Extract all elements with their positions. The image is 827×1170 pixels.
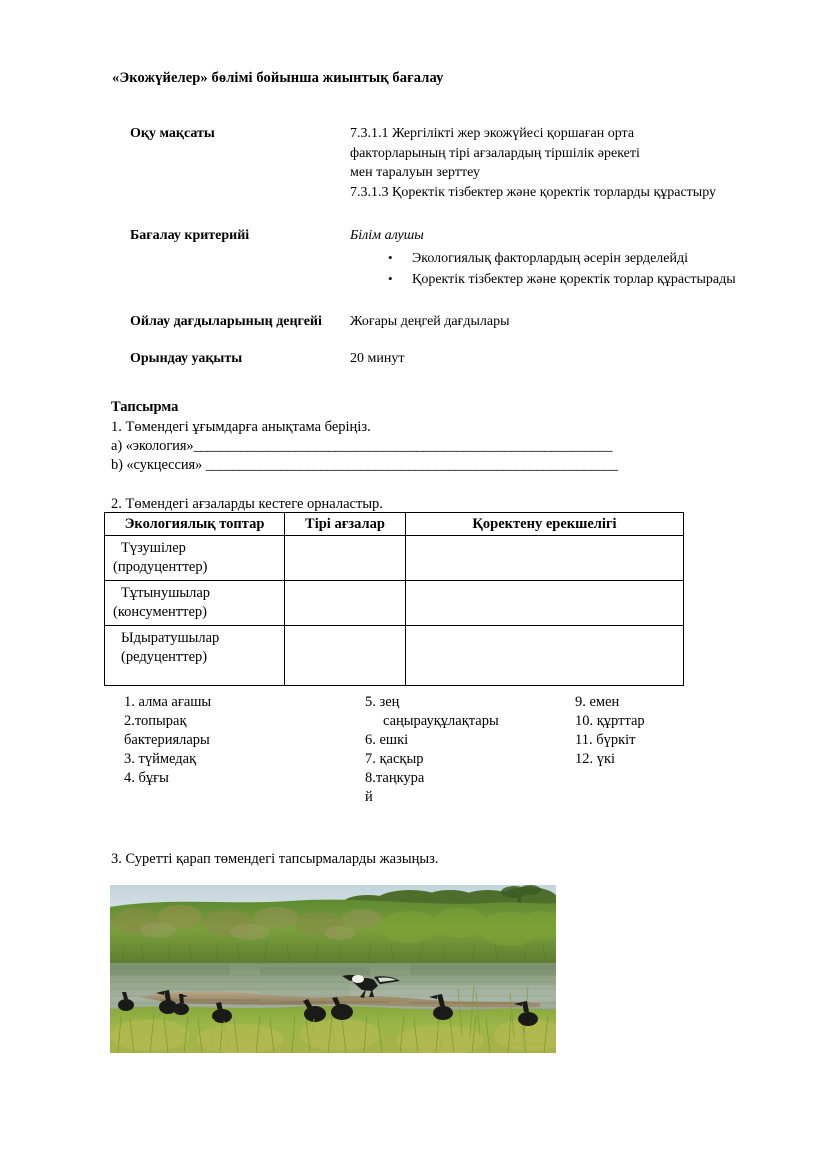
organism-item: 4. бұғы <box>124 770 169 786</box>
group-line-1: Ыдыратушылар <box>121 630 220 646</box>
organism-item: й <box>365 789 373 805</box>
table-cell-feeding[interactable] <box>406 626 684 686</box>
info-spacer-1 <box>130 202 810 226</box>
info-label-duration: Орындау уақыты <box>130 351 243 366</box>
ecological-groups-table <box>104 512 684 686</box>
info-value-objective <box>350 124 810 202</box>
info-row-objective <box>130 124 810 202</box>
table-cell-group <box>105 581 285 626</box>
organism-column-1 <box>124 693 274 788</box>
info-row-thinking-level <box>130 312 810 332</box>
criteria-item: • Экологиялық факторлардың әсерін зерделейді <box>350 248 810 269</box>
task-1-a-label: a) «экология» <box>111 438 194 454</box>
table-header-cell-organisms: Тірі ағзалар <box>285 513 406 536</box>
group-line-2: (продуценттер) <box>113 559 208 575</box>
organism-item: 11. бүркіт <box>575 732 636 748</box>
organism-item: 9. емен <box>575 694 620 710</box>
group-line-1: Тұтынушылар <box>121 585 211 601</box>
task-3-prompt: 3. Суретті қарап төмендегі тапсырмаларды жазыңыз. <box>111 851 439 867</box>
organism-item: бактериялары <box>124 732 210 748</box>
info-value-thinking-level: Жоғары деңгей дағдылары <box>350 313 510 329</box>
organism-item: 8.таңкура <box>365 770 425 786</box>
criteria-intro: Білім алушы <box>350 228 424 243</box>
organism-item: 3. түймедақ <box>124 751 197 767</box>
objective-line-2: факторларының тірі ағзалардың тіршілік әрекеті <box>350 145 640 161</box>
organism-item: 1. алма ағашы <box>124 694 212 710</box>
info-value-duration: 20 минут <box>350 351 405 366</box>
info-spacer-2 <box>130 290 810 312</box>
criteria-item: • Қоректік тізбектер және қоректік торлар құрастырады <box>350 269 810 290</box>
table-cell-feeding[interactable] <box>406 536 684 581</box>
table-cell-group <box>105 626 285 686</box>
organism-column-3 <box>575 693 725 769</box>
task-1-a-blank[interactable]: ______________________________________________________________ <box>193 438 613 454</box>
group-line-2: (консументтер) <box>113 604 208 620</box>
table-cell-organisms[interactable] <box>285 536 406 581</box>
table-cell-organisms[interactable] <box>285 581 406 626</box>
organism-item: 7. қасқыр <box>365 751 424 767</box>
task-1-prompt: 1. Төмендегі ұғымдарға анықтама беріңіз. <box>111 419 371 435</box>
wetland-photo-graphic <box>110 885 556 1053</box>
table-cell-feeding[interactable] <box>406 581 684 626</box>
organism-item: 10. құрттар <box>575 713 645 729</box>
tasks-heading: Тапсырма <box>111 399 179 415</box>
organism-item: 5. зең <box>365 694 400 710</box>
organism-item: 12. үкі <box>575 751 616 767</box>
table-row <box>105 581 684 626</box>
info-row-criteria <box>130 226 810 290</box>
organism-item: 2.топырақ <box>124 713 187 729</box>
info-value-criteria <box>350 226 810 290</box>
info-spacer-3 <box>130 331 810 349</box>
info-label-criteria: Бағалау критерийі <box>130 228 250 243</box>
group-line-1: Түзушілер <box>121 540 186 556</box>
organism-column-2 <box>365 693 535 807</box>
table-cell-group <box>105 536 285 581</box>
task-1-answer-b <box>111 457 617 474</box>
table-header-row <box>105 513 684 536</box>
thinking-label-line-1: Ойлау дағдыларының <box>130 313 273 329</box>
objective-line-3: мен таралуын зерттеу <box>350 165 480 180</box>
task-2-prompt: 2. Төмендегі ағзаларды кестеге орналастыр. <box>111 496 383 512</box>
wetland-ecosystem-photo <box>110 885 556 1053</box>
group-line-2: (редуценттер) <box>121 649 208 665</box>
info-label-thinking-level <box>130 312 350 331</box>
criteria-list <box>350 248 810 290</box>
organism-item: саңырауқұлақтары <box>383 713 499 729</box>
task-1-b-label: b) «сукцессия» <box>111 457 206 473</box>
task-1-b-blank[interactable]: _____________________________________________________________ <box>205 457 618 473</box>
table-header-cell-groups: Экологиялық топтар <box>105 513 285 536</box>
task-1-answer-a <box>111 438 612 455</box>
assessment-info-block <box>130 124 810 369</box>
objective-line-1: 7.3.1.1 Жергілікті жер экожүйесі қоршаған орта <box>350 126 635 141</box>
info-row-duration <box>130 349 810 369</box>
thinking-label-line-2: деңгейі <box>276 313 322 329</box>
table-header-cell-feeding: Қоректену ерекшелігі <box>406 513 684 536</box>
table-row <box>105 536 684 581</box>
organism-item: 6. ешкі <box>365 732 409 748</box>
page-title: «Экожүйелер» бөлімі бойынша жиынтық бағалау <box>112 70 444 86</box>
table-row <box>105 626 684 686</box>
table-cell-organisms[interactable] <box>285 626 406 686</box>
objective-line-4: 7.3.1.3 Қоректік тізбектер және қоректік торларды құрастыру <box>350 184 717 200</box>
info-label-objective: Оқу мақсаты <box>130 126 215 141</box>
